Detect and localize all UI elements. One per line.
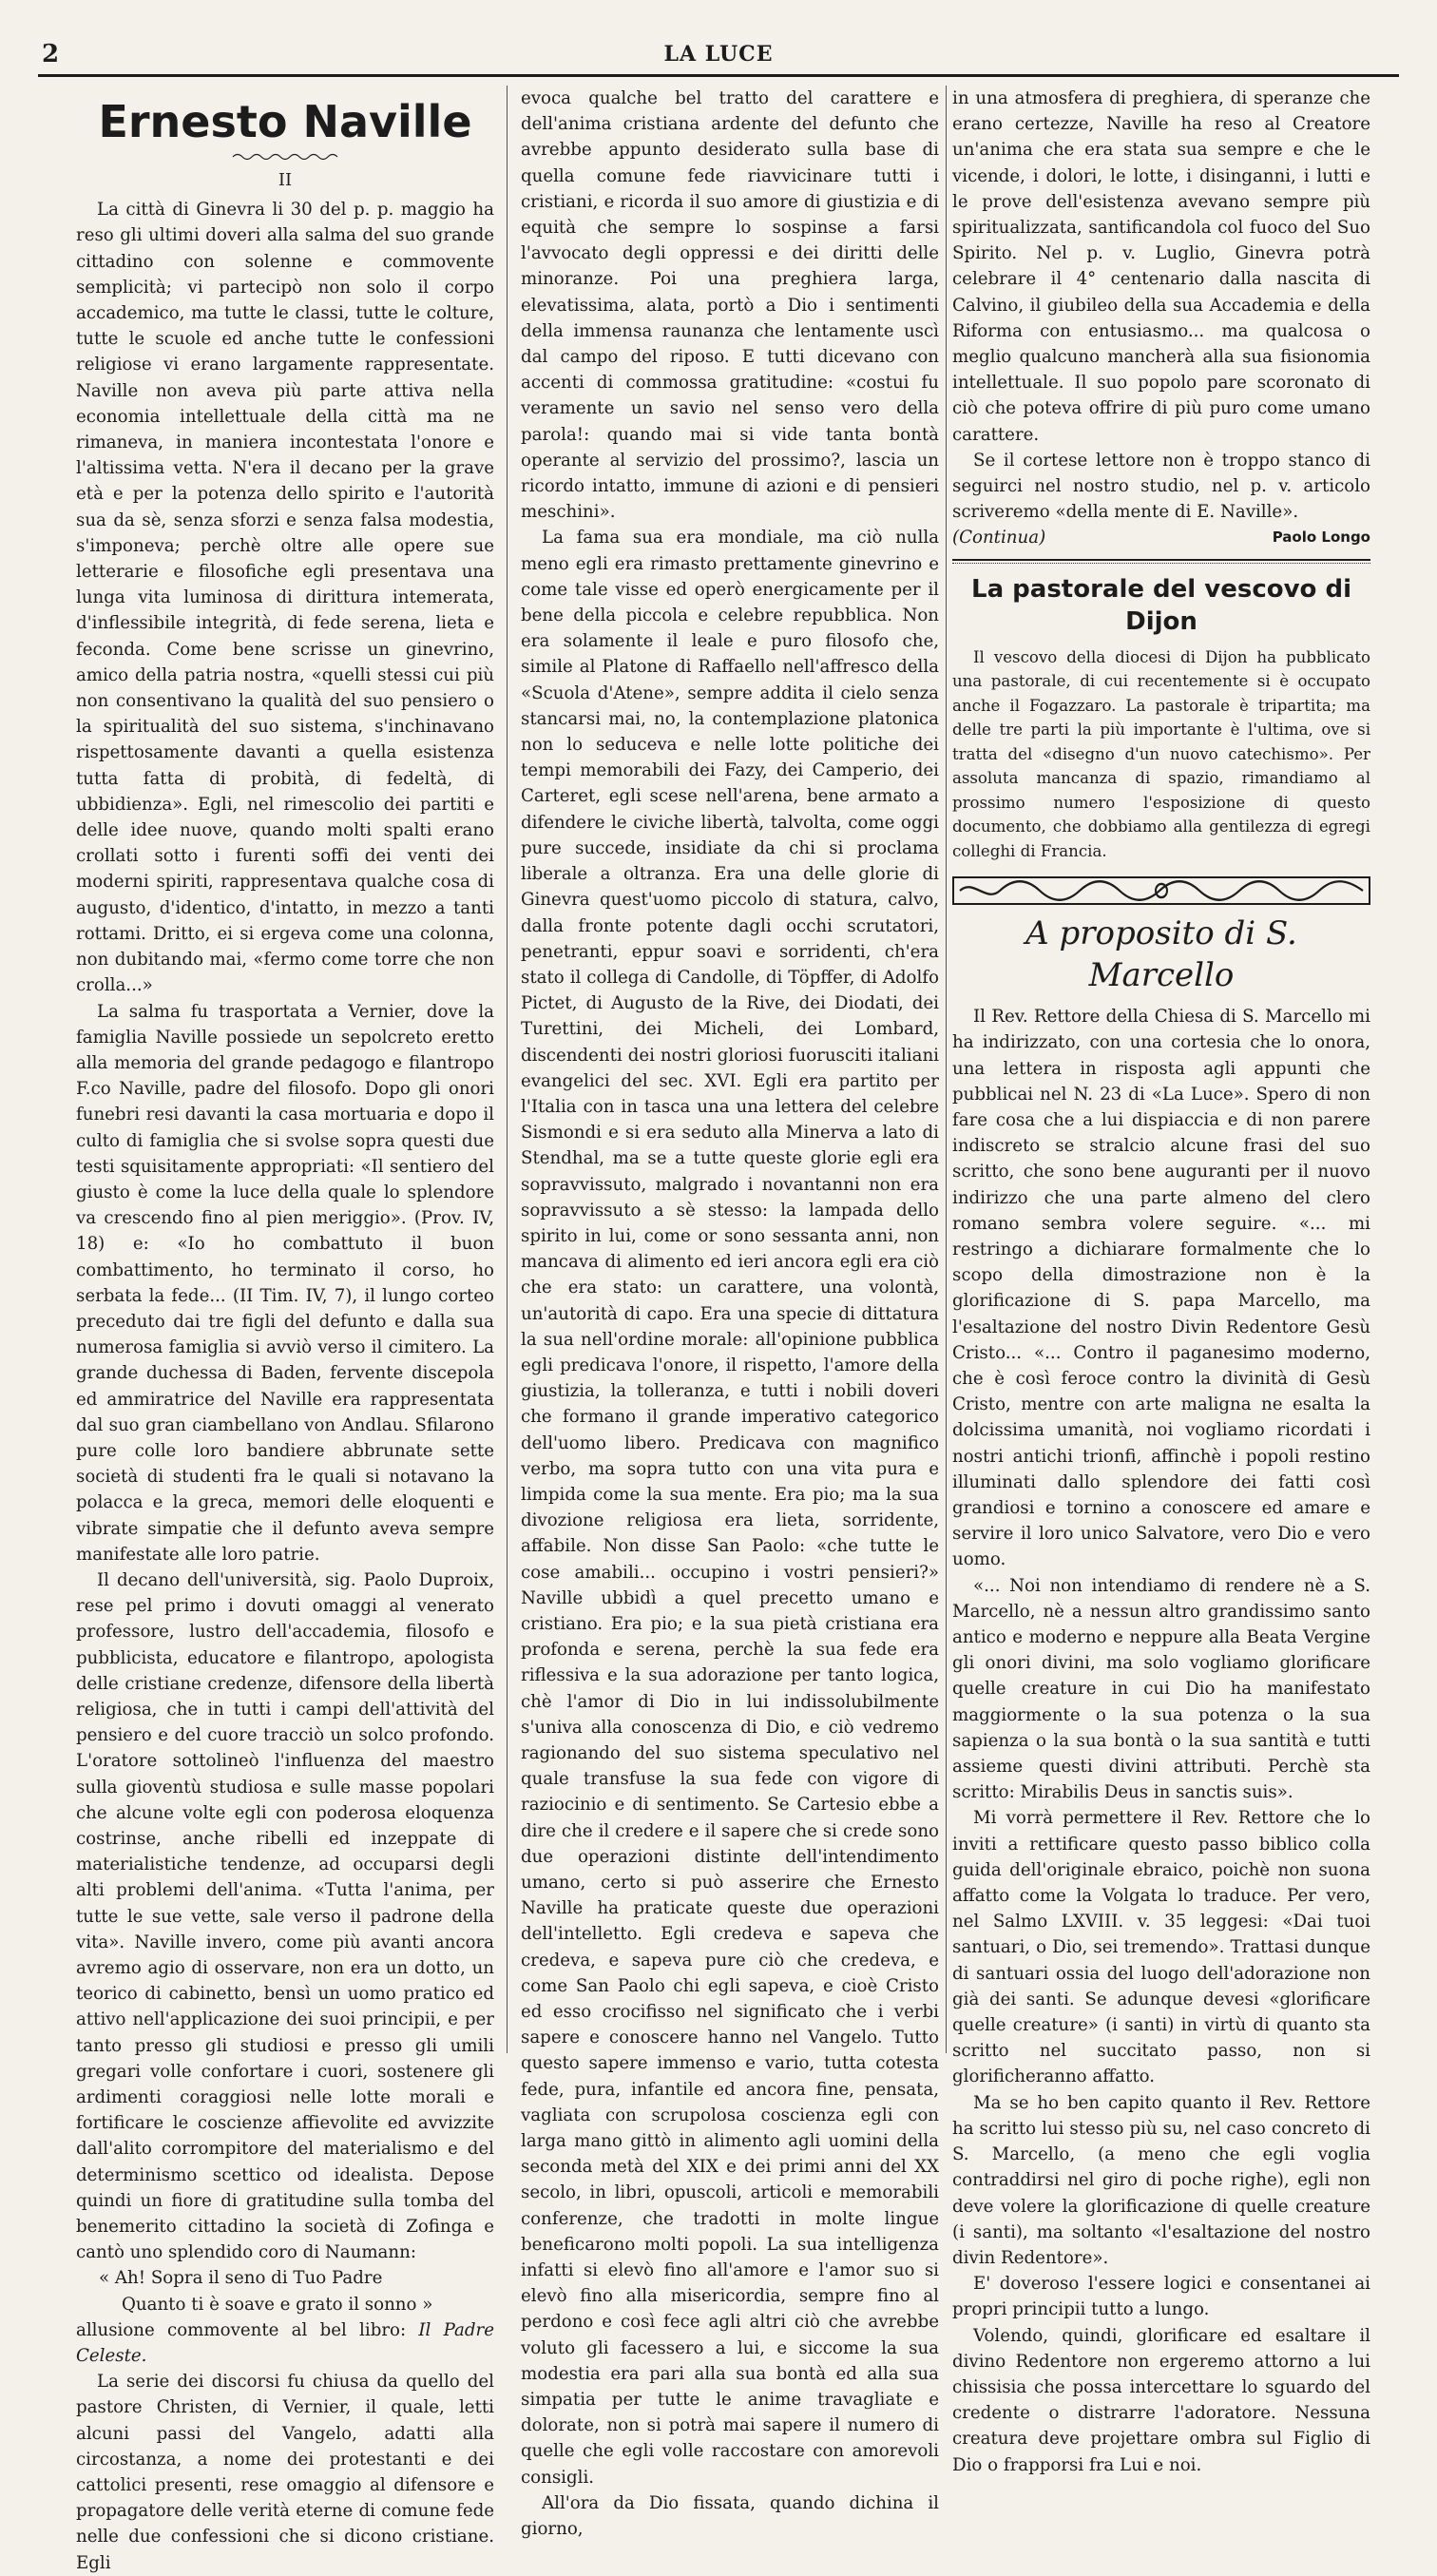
column-divider: [946, 86, 947, 2053]
article-paragraph: E' doveroso l'essere logici e consentanei ai propri principii tutto a lungo.: [952, 2274, 1370, 2320]
article-paragraph: Se il cortese lettore non è troppo stanco di seguirci nel nostro studio, nel p. v. articolo scriveremo «della mente di E. Naville».: [952, 450, 1370, 523]
article-paragraph: Ma se ho ben capito quanto il Rev. Rettore ha scritto lui stesso più su, nel caso concreto di S. Marcello, (a meno che egli voglia contraddirsi nel giro di poche righe), egli non deve volere la glorificazione di quelle creature (i santi), ma soltanto «l'esaltazione del nostro divin Redentore».: [952, 2092, 1370, 2268]
column-1: [76, 86, 494, 2573]
article-title: Ernesto Naville: [98, 96, 472, 147]
article-paragraph: in una atmosfera di preghiera, di speranze che erano certezze, Naville ha reso al Creatore un'anima che era stata sua sempre e che le vicende, i dolori, le lotte, i disinganni, i lutti e le prove dell'esistenza avevano sempre più spiritualizzata, santificandola col fuoco del Suo Spirito. Nel p. v. Luglio, Ginevra potrà celebrare il 4° centenario dalla nascita di Calvino, il giubileo della sua Accademia e della Riforma con entusiasmo... ma qualcosa o meglio qualcuno mancherà alla sua fisionomia intellettuale. Il suo popolo pare scoronato di ciò che poteva offrire di più puro come umano carattere.: [952, 88, 1370, 445]
article-paragraph: Il Rev. Rettore della Chiesa di S. Marcello mi ha indirizzato, con una cortesia che lo onora, una lettera in risposta agli appunti che pubblicai nel N. 23 di «La Luce». Spero di non fare cosa che a lui dispiaccia e di non parere indiscreto se stralcio alcune frasi del suo scritto, che sono bene auguranti per il nuovo indirizzo che una parte almeno del clero romano sembra volere seguire. «... mi restringo a dichiarare formalmente che lo scopo della dimostrazione non è la glorificazione di S. papa Marcello, ma l'esaltazione del nostro Divin Redentore Gesù Cristo... «... Contro il paganesimo moderno, che è così feroce contro la divinità di Gesù Cristo, mentre con arte maligna ne esalta la dolcissima umanità, noi vogliamo ricordati i nostri antichi trionfi, affinchè i popoli restino illuminati dallo splendore dei fatti così grandiosi e tornino a conoscere ed amare e servire il loro unico Salvatore, vero Dio e vero uomo.: [952, 1007, 1370, 1570]
article-paragraph: Mi vorrà permettere il Rev. Rettore che lo inviti a rettificare questo passo biblico colla guida dell'originale ebraico, poichè non suona affatto come la Volgata lo traduce. Per vero, nel Salmo LXVIII. v. 35 leggesi: «Dai tuoi santuari, o Dio, sei tremendo». Trattasi dunque di santuari ossia del luogo dell'adorazione non già dei santi. Se adunque devesi «glorificare quelle creature» (i santi) in virtù di quanto sta scritto nel succitato passo, non si glorificheranno affatto.: [952, 1808, 1370, 2087]
section-rule: [952, 563, 1370, 564]
author-name: Paolo Longo: [1272, 529, 1370, 547]
page-header: [38, 36, 1399, 77]
article-paragraph: La città di Ginevra li 30 del p. p. maggio ha reso gli ultimi doveri alla salma del suo grande cittadino con solenne e commovente semplicità; vi partecipò non solo il corpo accademico, ma tutte le classi, tutte le colture, tutte le scuole ed anche tutte le confessioni religiose vi erano largamente rappresentate. Naville non aveva più parte attiva nella economia intellettuale della città ma ne rimaneva, in maniera incontestata l'onore e l'altissima vetta. N'era il decano per la grave età e per la potenza dello spirito e l'autorità sua da sè, senza sforzi e senza falsa modestia, s'imponeva; perchè oltre alle opere sue letterarie e filosofiche egli presentava una lunga vita luminosa di dirittura intemerata, d'inflessibile integrità, di fede serena, lieta e feconda. Come bene scrisse un ginevrino, amico della patria nostra, «quelli stessi cui più non consentivano la qualità del suo pensiero o la spiritualità del suo sistema, s'inchinavano rispettosamente davanti a quella esistenza tutta fatta di probità, di fedeltà, di ubbidienza». Egli, nel rimescolio dei partiti e delle idee nuove, quando molti spalti erano crollati sotto i furenti soffi dei venti dei moderni spiriti, rappresentava qualche cosa di augusto, d'identico, d'intatto, in mezzo a tanti rottami. Dritto, ei si ergeva come una colonna, non dubitando mai, «fermo come torre che non crolla...»: [76, 200, 494, 996]
page-number: 2: [42, 40, 60, 68]
book-title: Il Padre Celeste.: [76, 2319, 494, 2367]
title-flourish: [233, 152, 337, 162]
article-paragraph: evoca qualche bel tratto del carattere e dell'anima cristiana ardente del defunto che avrebbe appunto desiderato sulla base di quella comune fede riavvicinare tutti i cristiani, e ricorda il suo amore di giustizia e di equità che sempre lo sospinse a farsi l'avvocato degli oppressi e dei diritti delle minoranze. Poi una preghiera larga, elevatissima, alata, portò a Dio i sentimenti della immensa raunanza che lentamente uscì dal campo del riposo. E tutti dicevano con accenti di commossa gratitudine: «costui fu veramente un savio nel senso vero della parola!: quando mai si vide tanta bontà operante al servizio del prossimo?, lascia un ricordo intatto, immune di azioni e di pensieri meschini».: [521, 88, 939, 523]
column-3: [952, 86, 1370, 2475]
article-paragraph: «... Noi non intendiamo di rendere nè a S. Marcello, nè a nessun altro grandissimo santo antico e moderno e neppure alla Beata Vergine gli onori divini, ma solo vogliamo glorificare quelle creature in cui Dio ha manifestato maggiormente o la sua potenza o la sua sapienza o la sua bontà o la sua santità e tutti assieme questi divini attributi. Perchè sta scritto: Mirabilis Deus in sanctis suis».: [952, 1575, 1370, 1803]
article-paragraph: Il vescovo della diocesi di Dijon ha pubblicato una pastorale, di cui recentemente si è occupato anche il Fogazzaro. La pastorale è tripartita; ma delle tre parti la più importante è l'ultima, ove si tratta del «disegno d'un nuovo catechismo». Per assoluta mancanza di spazio, rimandiamo al prossimo numero l'esposizione di questo documento, che dobbiamo alla gentilezza di egregi colleghi di Francia.: [952, 647, 1370, 860]
article-title: La pastorale del vescovo di Dijon: [971, 574, 1351, 636]
article-paragraph: La fama sua era mondiale, ma ciò nulla meno egli era rimasto prettamente ginevrino e come tale visse ed operò energicamente per il bene della piccola e celebre repubblica. Non era solamente il leale e puro filosofo che, simile al Platone di Raffaello nell'affresco della «Scuola d'Atene», sempre addita il cielo senza stancarsi mai, no, la contemplazione platonica non lo seduceva e nelle lotte politiche dei tempi memorabili dei Fazy, dei Camperio, dei Carteret, egli scese nell'arena, bene armato a difendere le civiche libertà, talvolta, come oggi pure succede, insidiate da chi si proclama liberale a oltranza. Era una delle glorie di Ginevra quest'uomo piccolo di statura, calvo, dalla fronte potente dagli occhi scrutatori, penetranti, eppur soavi e sorridenti, ch'era stato il collega di Candolle, di Töpffer, di Adolfo Pictet, di Augusto de la Rive, dei Diodati, dei Turettini, dei Micheli, dei Lombard, discendenti dei nostri gloriosi fuorusciti italiani evangelici del sec. XVI. Egli era partito per l'Italia con in tasca una una lettera del celebre Sismondi e si era seduto alla Minerva a lato di Stendhal, ma se a tutte queste glorie egli era sopravvissuto, malgrado i novantanni non era sopravvissuto a sè stesso: la lampada dello spirito in lui, come or sono sessanta anni, non mancava di alimento ed ieri ancora egli era ciò che era stato: un carattere, una volontà, un'autorità di capo. Era una specie di dittatura la sua nell'ordine morale: all'opinione pubblica egli predicava l'onore, il rispetto, l'amore della giustizia, la tolleranza, e tutti i nobili doveri che formano il grande imperativo categorico dell'uomo libero. Predicava con magnifico verbo, ma sopra tutto con una vita pura e limpida come la sua mente. Era pio; ma la sua divozione religiosa era lieta, sorridente, affabile. Non disse San Paolo: «che tutte le cose amabili... occupino i vostri pensieri?» Naville ubbidì a quel precetto umano e cristiano. Era pio; e la sua pietà cristiana era profonda e serena, perchè la sua fede era riflessiva e la sua adorazione per tanto logica, chè l'amor di Dio in lui indissolubilmente s'univa alla conoscenza di Dio, e ciò vedremo ragionando del suo sistema speculativo nel quale transfuse la sua fede con vigore di raziocinio e di sentimento. Se Cartesio ebbe a dire che il credere e il sapere che si crede sono due operazioni distinte dell'intendimento umano, certo si può asserire che Ernesto Naville ha praticate queste due operazioni dell'intelletto. Egli credeva e sapeva che credeva, e sapeva pure ciò che credeva, e come San Paolo chi egli sapeva, e cioè Cristo ed esso crocifisso nel significato che i verbi sapere e conoscere hanno nel Vangelo. Tutto questo sapere immenso e vario, tutta cotesta fede, pura, infantile ed ancora fine, pensata, vagliata con scrupolosa coscienza egli con larga mano gittò in alimento agli uomini della seconda metà del XIX e dei primi anni del XX secolo, in libri, opuscoli, articoli e memorabili conferenze, che tradotti in molte lingue beneficarono molti popoli. La sua intelligenza infatti si elevò fino all'amore e l'amor suo si elevò fino alla misericordia, sempre fino al perdono e così fece agli altri ciò che avrebbe voluto gli facessero a lui, e siccome la sua modestia era pari alla sua bontà ed alla sua simpatia per tutte le anime travagliate e dolorate, non si potrà mai sapere il numero di quelle che egli volle raccostare con amorevoli consigli.: [521, 528, 939, 2488]
continua-note: (Continua): [952, 528, 1046, 548]
byline: [952, 525, 1370, 550]
article-paragraph: La salma fu trasportata a Vernier, dove la famiglia Naville possiede un sepolcreto eretto alla memoria del grande pedagogo e filantropo F.co Naville, padre del filosofo. Dopo gli onori funebri resi davanti la casa mortuaria e dopo il culto di famiglia che si svolse sopra questi due testi squisitamente appropriati: «Il sentiero del giusto è come la luce della quale lo splendore va crescendo fino al pien meriggio». (Prov. IV, 18) e: «Io ho combattuto il buon combattimento, ho terminato il corso, ho serbata la fede... (II Tim. IV, 7), il lungo corteo preceduto dai tre figli del defunto e dalla sua numerosa famiglia si avviò verso il cimitero. La grande duchessa di Baden, fervente discepola ed ammiratrice del Naville era rappresentata dal suo gran ciambellano von Andlau. Sfilarono pure colle loro bandiere abbrunate sette società di studenti fra le quali si notavano la polacca e la greca, memori delle eloquenti e vibrate simpatie che il defunto aveva sempre manifestate alle loro patrie.: [76, 1001, 494, 1565]
verse-line: « Ah! Sopra il seno di Tuo Padre: [99, 2268, 383, 2289]
column-divider: [507, 86, 508, 2053]
masthead: LA LUCE: [663, 42, 774, 67]
article-paragraph: Volendo, quindi, glorificare ed esaltare il divino Redentore non ergeremo attorno a lui chissisia che possa intercettare lo sguardo del credente o distrarre l'adoratore. Nessuna creatura deve projettare ombra sul Figlio di Dio o frapporsi fra Lui e noi.: [952, 2325, 1370, 2475]
section-rule: [952, 559, 1370, 561]
article-paragraph: La serie dei discorsi fu chiusa da quello del pastore Christen, di Vernier, il quale, letti alcuni passi del Vangelo, adatti alla circostanza, a nome dei protestanti e dei cattolici presenti, rese omaggio al difensore e propagatore delle verità eterne di comune fede nelle due confessioni che si dicono cristiane. Egli: [76, 2372, 494, 2573]
ornamental-divider: [952, 876, 1370, 905]
article-paragraph: All'ora da Dio fissata, quando dichina il giorno,: [521, 2492, 939, 2540]
verse-allusion: allusione commovente al bel libro:: [76, 2319, 419, 2340]
article-title: A proposito di S. Marcello: [1025, 914, 1297, 995]
article-paragraph: Il decano dell'università, sig. Paolo Duproix, rese pel primo i dovuti omaggi al venerato professore, lustro dell'accademia, filosofo e pubblicista, educatore e filantropo, apologista delle cristiane credenze, difensore della libertà religiosa, che in tutti i campi dell'attività del pensiero e del cuore tracciò un solco profondo. L'oratore sottolineò l'influenza del maestro sulla gioventù studiosa e sulle masse popolari che alcune volte egli con poderosa eloquenza costrinse, anche ribelli ed inzeppate di materialistiche tendenze, ad occuparsi degli alti problemi dell'anima. «Tutta l'anima, per tutte le sue vette, sale verso il padrone della vita». Naville invero, come più avanti ancora avremo agio di osservare, non era un dotto, un teorico di cabinetto, bensì un uomo pratico ed attivo nell'applicazione dei suoi principii, e per tanto presso gli studiosi e presso gli umili gregari volle confortare i cuori, sostenere gli ardimenti coraggiosi nelle lotte morali e fortificare le coscienze affievolite ed avvizzite dall'alito corrompitore del materialismo e del determinismo scettico od idealista. Depose quindi un fiore di gratitudine sulla tomba del benemerito cittadino la società di Zofinga e cantò uno splendido coro di Naumann:: [76, 1569, 494, 2263]
verse-line: Quanto ti è soave e grato il sonno »: [122, 2294, 433, 2315]
column-2: [521, 86, 939, 2540]
article-paragraph: [76, 2317, 494, 2369]
article-part: II: [278, 170, 293, 190]
